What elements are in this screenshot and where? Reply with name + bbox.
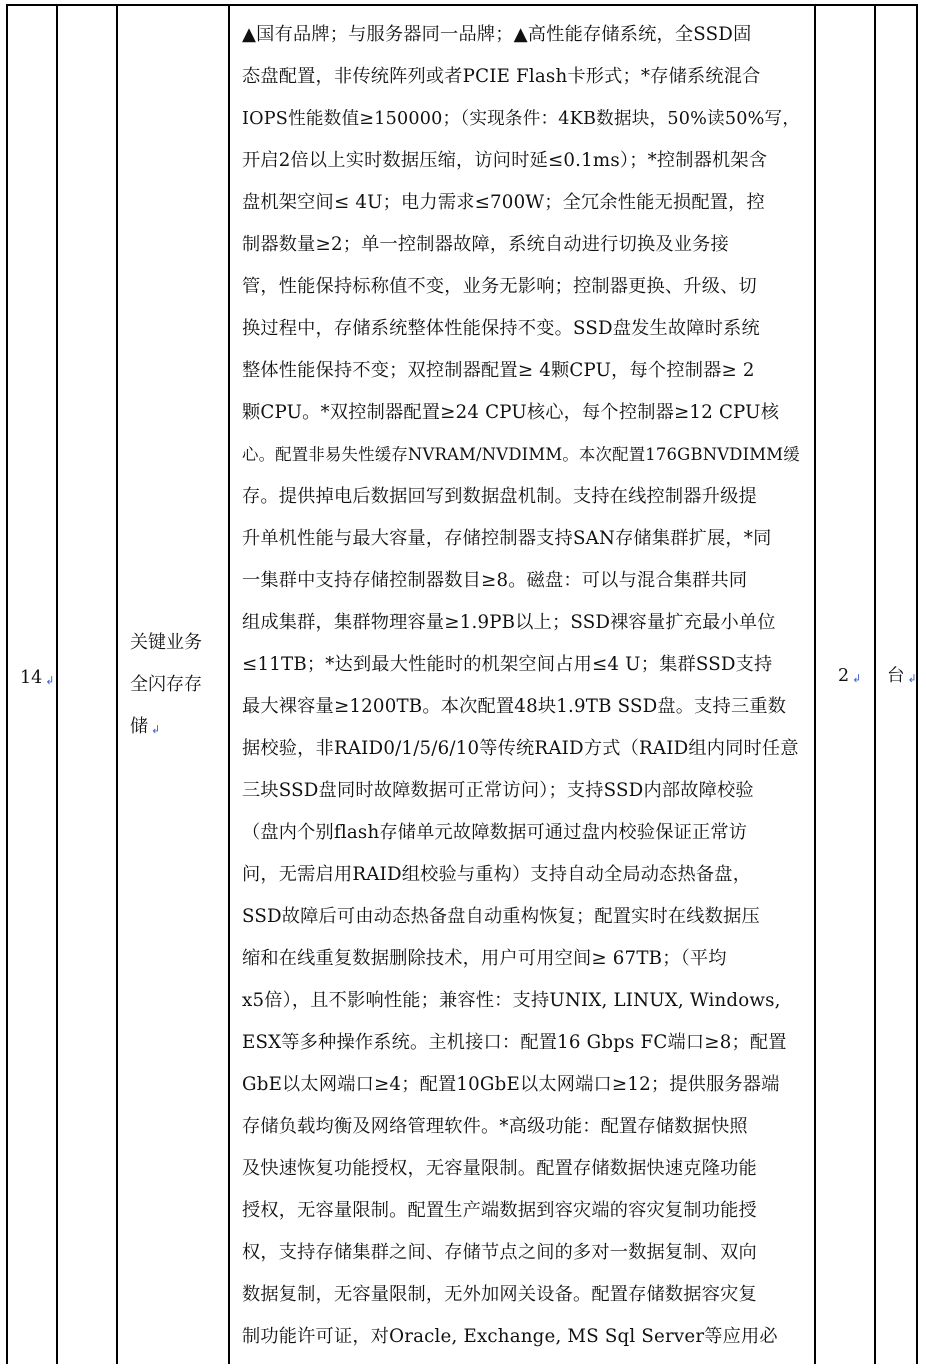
item-name-line: 全闪存存: [130, 674, 202, 695]
spec-line: 及快速恢复功能授权，无容量限制。配置存储数据快速克隆功能: [242, 1158, 757, 1179]
paragraph-mark-icon: ↲: [151, 723, 161, 736]
spec-line: 颗CPU。*双控制器配置≥24 CPU核心，每个控制器≥12 CPU核: [242, 402, 780, 423]
spec-line: 态盘配置，非传统阵列或者PCIE Flash卡形式；*存储系统混合: [242, 66, 761, 87]
spec-line: 组成集群，集群物理容量≥1.9PB以上；SSD裸容量扩充最小单位: [242, 612, 776, 633]
paragraph-mark-icon: ↲: [907, 672, 917, 685]
spec-line: GbE以太网端口≥4；配置10GbE以太网端口≥12；提供服务器端: [242, 1074, 780, 1095]
spec-line: 权，支持存储集群之间、存储节点之间的多对一数据复制、双向: [242, 1242, 757, 1263]
spec-line: 最大裸容量≥1200TB。本次配置48块1.9TB SSD盘。支持三重数: [242, 696, 787, 717]
row-index: 14: [20, 668, 43, 688]
spec-line: 盘机架空间≤ 4U；电力需求≤700W；全冗余性能无损配置，控: [242, 192, 765, 213]
spec-line: 心。配置非易失性缓存NVRAM/NVDIMM。本次配置176GBNVDIMM缓: [242, 445, 800, 464]
item-name-line: 储 ↲: [130, 706, 202, 751]
spec-line: IOPS性能数值≥150000；（实现条件：4KB数据块，50%读50%写，: [242, 109, 801, 129]
row-index-cell: [20, 668, 55, 691]
spec-line: ▲国有品牌；与服务器同一品牌；▲高性能存储系统，全SSD固: [242, 24, 752, 45]
spec-line: 问，无需启用RAID组校验与重构）支持自动全局动态热备盘，: [242, 864, 752, 885]
spec-line: 存储负载均衡及网络管理软件。*高级功能：配置存储数据快照: [242, 1116, 748, 1137]
item-name-cell: [130, 622, 202, 751]
column-divider-5: [874, 4, 876, 1364]
column-divider-3: [228, 4, 230, 1364]
spec-line: ≤11TB；*达到最大性能时的机架空间占用≤4 U；集群SSD支持: [242, 654, 773, 675]
spec-line: 三块SSD盘同时故障数据可正常访问）；支持SSD内部故障校验: [242, 780, 754, 801]
table-border-left: [6, 4, 8, 1364]
spec-line: 开启2倍以上实时数据压缩，访问时延≤0.1ms）；*控制器机架含: [242, 150, 768, 171]
item-name-line: 关键业务: [130, 632, 202, 653]
spec-line: 制器数量≥2；单一控制器故障，系统自动进行切换及业务接: [242, 234, 729, 255]
spec-line: （盘内个别flash存储单元故障数据可通过盘内校验保证正常访: [242, 822, 748, 843]
paragraph-mark-icon: ↲: [45, 674, 55, 687]
spec-line: 缩和在线重复数据删除技术，用户可用空间≥ 67TB；（平均: [242, 948, 727, 969]
spec-line: 一集群中支持存储控制器数目≥8。磁盘：可以与混合集群共同: [242, 570, 748, 591]
unit-value: 台: [887, 666, 905, 686]
spec-line: SSD故障后可由动态热备盘自动重构恢复；配置实时在线数据压: [242, 906, 760, 927]
spec-line: x5倍），且不影响性能；兼容性：支持UNIX, LINUX, Windows,: [242, 990, 781, 1011]
spec-line: 管，性能保持标称值不变，业务无影响；控制器更换、升级、切: [242, 276, 757, 297]
spec-line: 数据复制，无容量限制，无外加网关设备。配置存储数据容灾复: [242, 1284, 757, 1305]
spec-line: 制功能许可证，对Oracle, Exchange, MS Sql Server等应用必: [242, 1326, 778, 1347]
column-divider-2: [116, 4, 118, 1364]
spec-line: 授权，无容量限制。配置生产端数据到容灾端的容灾复制功能授: [242, 1200, 757, 1221]
quantity-cell: [838, 666, 861, 689]
column-divider-4: [814, 4, 816, 1364]
spec-line: ESX等多种操作系统。主机接口：配置16 Gbps FC端口≥8；配置: [242, 1032, 787, 1053]
spec-line: 存。提供掉电后数据回写到数据盘机制。支持在线控制器升级提: [242, 486, 757, 507]
unit-cell: [887, 666, 917, 689]
column-divider-1: [56, 4, 58, 1364]
specification-cell: [242, 14, 808, 1358]
quantity-value: 2: [838, 666, 850, 686]
spec-line: 升单机性能与最大容量，存储控制器支持SAN存储集群扩展，*同: [242, 528, 772, 549]
spec-line: 据校验，非RAID0/1/5/6/10等传统RAID方式（RAID组内同时任意: [242, 738, 799, 759]
paragraph-mark-icon: ↲: [852, 672, 862, 685]
spec-line: 换过程中，存储系统整体性能保持不变。SSD盘发生故障时系统: [242, 318, 760, 339]
spec-line: 整体性能保持不变；双控制器配置≥ 4颗CPU，每个控制器≥ 2: [242, 360, 755, 381]
